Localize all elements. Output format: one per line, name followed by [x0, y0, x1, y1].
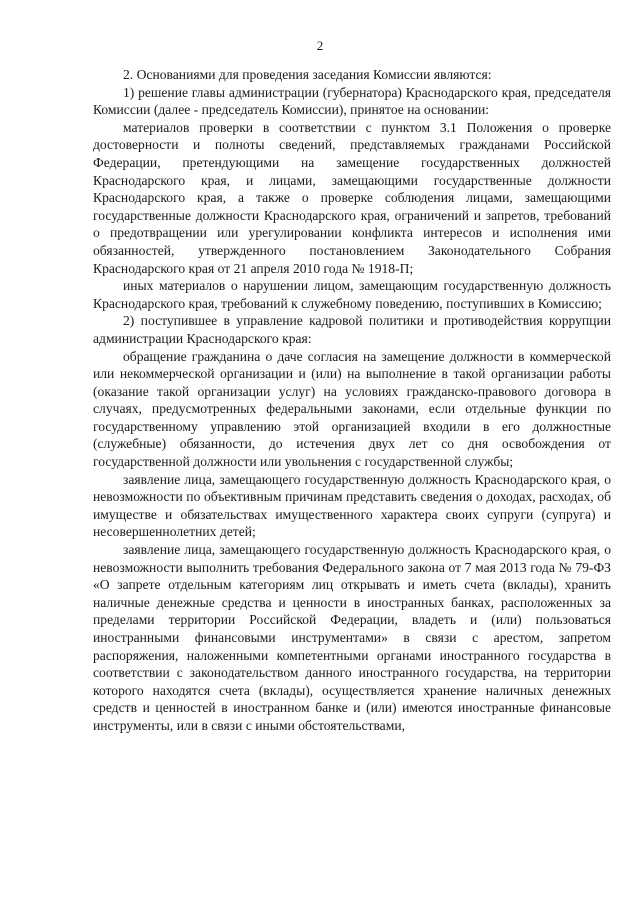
- paragraph-grounds-heading: 2. Основаниями для проведения заседания Комиссии являются:: [123, 67, 492, 82]
- paragraph-citizen-appeal: обращение гражданина о даче согласия на замещение должности в коммерческой или некоммерческой организации и (или) на выполнение в такой организации работы (оказание такой организации услуг) на условиях гражданско-правового договора в случаях, предусмотренных федеральными законами, если отдельные функции по государственному управлению этой организацией входили в его должностные (служебные) обязанности, до истечения двух лет со дня освобождения от государственной должности или увольнения с государственной службы;: [93, 348, 611, 470]
- page-number: 2: [316, 38, 324, 53]
- paragraph-hr-department-receipt: 2) поступившее в управление кадровой политики и противодействия коррупции администрации Краснодарского края:: [93, 313, 611, 346]
- paragraph-other-materials: иных материалов о нарушении лицом, замещающим государственную должность Краснодарского края, требований к служебному поведению, поступивших в Комиссию;: [93, 278, 611, 311]
- paragraph-governor-decision: 1) решение главы администрации (губернатора) Краснодарского края, председателя Комиссии (далее - председатель Комиссии), принятое на основании:: [93, 84, 611, 118]
- document-body: [93, 66, 611, 735]
- paragraph-verification-materials: материалов проверки в соответствии с пунктом 3.1 Положения о проверке достоверности и полноты сведений, представляемых гражданами Российской Федерации, претендующими на замещение государственных должностей Краснодарского края, и лицами, замещающими государственные должности Краснодарского края, а также о проверке соблюдения лицами, замещающими государственные должности Краснодарского края, ограничений и запретов, требований о предотвращении или урегулировании конфликта интересов и исполнения ими обязанностей, утвержденного постановлением Законодательного Собрания Краснодарского края от 21 апреля 2010 года № 1918-П;: [93, 119, 611, 276]
- paragraph-foreign-accounts-application: заявление лица, замещающего государственную должность Краснодарского края, о невозможности выполнить требования Федерального закона от 7 мая 2013 года № 79-ФЗ «О запрете отдельным категориям лиц открывать и иметь счета (вклады), хранить наличные денежные средства и ценности в иностранных банках, расположенных за пределами территории Российской Федерации, владеть и (или) пользоваться иностранными финансовыми инструментами» в связи с арестом, запретом распоряжения, наложенными компетентными органами иностранного государства в соответствии с законодательством данного иностранного государства, на территории которого находятся счета (вклады), осуществляется хранение наличных денежных средств и ценностей в иностранном банке и (или) имеются иностранные финансовые инструменты, или в связи с иными обстоятельствами,: [93, 542, 611, 733]
- paragraph-income-statement-application: заявление лица, замещающего государственную должность Краснодарского края, о невозможности по объективным причинам представить сведения о доходах, расходах, об имуществе и обязательствах имущественного характера своих супруги (супруга) и несовершеннолетних детей;: [93, 471, 611, 540]
